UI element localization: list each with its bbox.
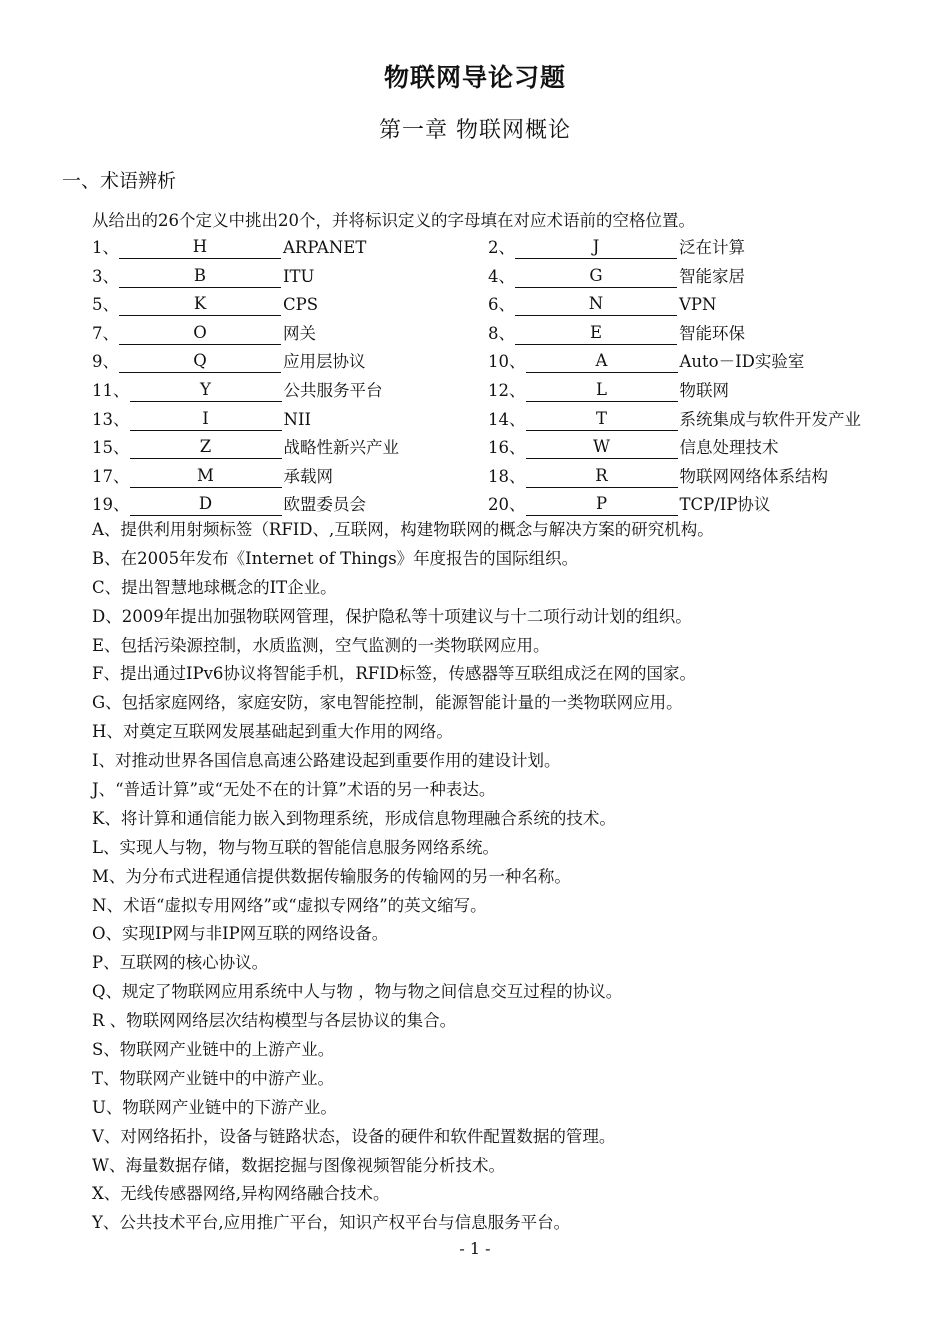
answer-blank[interactable]: K	[119, 293, 281, 316]
item-number: 14、	[488, 409, 526, 429]
term-label: 网关	[283, 323, 316, 343]
definition-item: M、为分布式进程通信提供数据传输服务的传输网的另一种名称。	[92, 866, 571, 886]
matching-row	[0, 488, 950, 517]
matching-row	[0, 431, 950, 460]
answer-blank[interactable]: I	[130, 408, 282, 431]
item-number: 16、	[488, 438, 526, 458]
term-label: 战略性新兴产业	[283, 438, 399, 458]
term-label: 公共服务平台	[283, 380, 383, 400]
item-number: 13、	[92, 409, 130, 429]
answer-blank[interactable]: O	[119, 322, 281, 345]
section-heading: 一、术语辨析	[62, 170, 177, 192]
answer-blank[interactable]: G	[515, 265, 677, 288]
matching-item-right	[488, 431, 779, 459]
definition-item: E、包括污染源控制，水质监测，空气监测的一类物联网应用。	[92, 635, 550, 655]
item-number: 6、	[488, 295, 515, 315]
definition-item: Y、公共技术平台,应用推广平台，知识产权平台与信息服务平台。	[92, 1213, 571, 1233]
term-label: Auto－ID实验室	[679, 352, 805, 372]
item-number: 12、	[488, 380, 526, 400]
matching-item-left	[92, 317, 316, 345]
item-number: 3、	[92, 266, 119, 286]
term-label: 智能环保	[679, 323, 745, 343]
matching-item-left	[92, 403, 311, 431]
matching-item-left	[92, 488, 366, 516]
matching-item-right	[488, 260, 745, 288]
definition-item: I、对推动世界各国信息高速公路建设起到重要作用的建设计划。	[92, 751, 561, 771]
definition-item: G、包括家庭网络，家庭安防，家电智能控制，能源智能计量的一类物联网应用。	[92, 693, 683, 713]
matching-item-left	[92, 288, 318, 316]
definition-item: O、实现IP网与非IP网互联的网络设备。	[92, 924, 389, 944]
definition-item: T、物联网产业链中的中游产业。	[92, 1068, 335, 1088]
answer-blank[interactable]: P	[526, 493, 678, 516]
term-label: NII	[283, 409, 311, 429]
definition-item: F、提出通过IPv6协议将智能手机，RFID标签，传感器等互联组成泛在网的国家。	[92, 664, 697, 684]
answer-blank[interactable]: R	[526, 465, 678, 488]
term-label: ITU	[283, 266, 315, 286]
matching-item-right	[488, 488, 770, 516]
definition-item: A、提供利用射频标签（RFID、,互联网，构建物联网的概念与解决方案的研究机构。	[92, 520, 714, 539]
matching-item-right	[488, 345, 804, 373]
matching-row	[0, 403, 950, 432]
definition-item: S、物联网产业链中的上游产业。	[92, 1040, 335, 1060]
definition-item: W、海量数据存储，数据挖掘与图像视频智能分析技术。	[92, 1155, 505, 1175]
item-number: 9、	[92, 352, 119, 372]
chapter-title: 第一章 物联网概论	[379, 118, 571, 143]
matching-item-left	[92, 345, 366, 373]
definition-list	[92, 516, 912, 1238]
term-label: 信息处理技术	[679, 438, 779, 458]
matching-row	[0, 260, 950, 289]
matching-item-right	[488, 231, 745, 259]
definition-item: V、对网络拓扑，设备与链路状态，设备的硬件和软件配置数据的管理。	[92, 1126, 616, 1146]
definition-item: H、对奠定互联网发展基础起到重大作用的网络。	[92, 722, 453, 742]
definition-item: R 、物联网网络层次结构模型与各层协议的集合。	[92, 1011, 457, 1031]
answer-blank[interactable]: T	[526, 408, 678, 431]
answer-blank[interactable]: E	[515, 322, 677, 345]
term-label: 欧盟委员会	[283, 495, 366, 515]
answer-blank[interactable]: D	[130, 493, 282, 516]
answer-blank[interactable]: A	[526, 350, 678, 373]
term-label: 应用层协议	[283, 352, 366, 372]
matching-row	[0, 288, 950, 317]
term-label: VPN	[679, 295, 717, 315]
definition-item: C、提出智慧地球概念的IT企业。	[92, 577, 337, 597]
term-label: ARPANET	[283, 238, 367, 257]
matching-table	[0, 231, 950, 517]
answer-blank[interactable]: W	[526, 436, 678, 459]
item-number: 5、	[92, 295, 119, 315]
item-number: 15、	[92, 438, 130, 458]
item-number: 19、	[92, 495, 130, 515]
answer-blank[interactable]: H	[119, 236, 281, 259]
matching-item-right	[488, 403, 861, 431]
definition-item: L、实现人与物，物与物互联的智能信息服务网络系统。	[92, 837, 499, 857]
matching-item-right	[488, 317, 745, 345]
term-label: 系统集成与软件开发产业	[679, 409, 861, 429]
definition-item: P、互联网的核心协议。	[92, 953, 269, 973]
answer-blank[interactable]: N	[515, 293, 677, 316]
definition-item: X、无线传感器网络,异构网络融合技术。	[92, 1184, 390, 1204]
item-number: 18、	[488, 466, 526, 486]
page-number: - 1 -	[459, 1239, 491, 1258]
item-number: 2、	[488, 238, 515, 257]
matching-row	[0, 460, 950, 489]
term-label: TCP/IP协议	[679, 495, 771, 515]
document-title: 物联网导论习题	[383, 63, 566, 92]
answer-blank[interactable]: J	[515, 236, 677, 259]
definition-item: J、“普适计算”或“无处不在的计算”术语的另一种表达。	[92, 780, 496, 800]
item-number: 4、	[488, 266, 515, 286]
item-number: 11、	[92, 380, 130, 400]
term-label: 泛在计算	[679, 238, 745, 257]
matching-item-left	[92, 460, 333, 488]
item-number: 7、	[92, 323, 119, 343]
definition-item: Q、规定了物联网应用系统中人与物 ，物与物之间信息交互过程的协议。	[92, 982, 623, 1002]
item-number: 20、	[488, 495, 526, 515]
definition-item: B、在2005年发布《Internet of Things》年度报告的国际组织。	[92, 548, 579, 568]
answer-blank[interactable]: L	[526, 379, 678, 402]
answer-blank[interactable]: M	[130, 465, 282, 488]
definition-item: N、术语“虚拟专用网络”或“虚拟专网络”的英文缩写。	[92, 895, 487, 915]
matching-item-left	[92, 431, 399, 459]
item-number: 17、	[92, 466, 130, 486]
definition-item: U、物联网产业链中的下游产业。	[92, 1097, 337, 1117]
term-label: 物联网	[679, 380, 729, 400]
term-label: 承载网	[283, 466, 333, 486]
matching-item-right	[488, 374, 729, 402]
matching-row	[0, 231, 950, 260]
answer-blank[interactable]: Q	[119, 350, 281, 373]
answer-blank[interactable]: Z	[130, 436, 282, 459]
matching-row	[0, 317, 950, 346]
definition-item: K、将计算和通信能力嵌入到物理系统，形成信息物理融合系统的技术。	[92, 808, 616, 828]
item-number: 10、	[488, 352, 526, 372]
matching-item-left	[92, 231, 366, 259]
matching-row	[0, 374, 950, 403]
item-number: 8、	[488, 323, 515, 343]
matching-item-left	[92, 260, 314, 288]
matching-row	[0, 345, 950, 374]
item-number: 1、	[92, 238, 119, 257]
term-label: 智能家居	[679, 266, 745, 286]
matching-item-left	[92, 374, 383, 402]
definition-item: D、2009年提出加强物联网管理，保护隐私等十项建议与十二项行动计划的组织。	[92, 606, 692, 626]
term-label: CPS	[283, 295, 319, 315]
answer-blank[interactable]: Y	[130, 379, 282, 402]
matching-item-right	[488, 288, 716, 316]
term-label: 物联网网络体系结构	[679, 466, 828, 486]
matching-item-right	[488, 460, 828, 488]
instruction-text: 从给出的26个定义中挑出20个，并将标识定义的字母填在对应术语前的空格位置。	[92, 211, 695, 230]
answer-blank[interactable]: B	[119, 265, 281, 288]
